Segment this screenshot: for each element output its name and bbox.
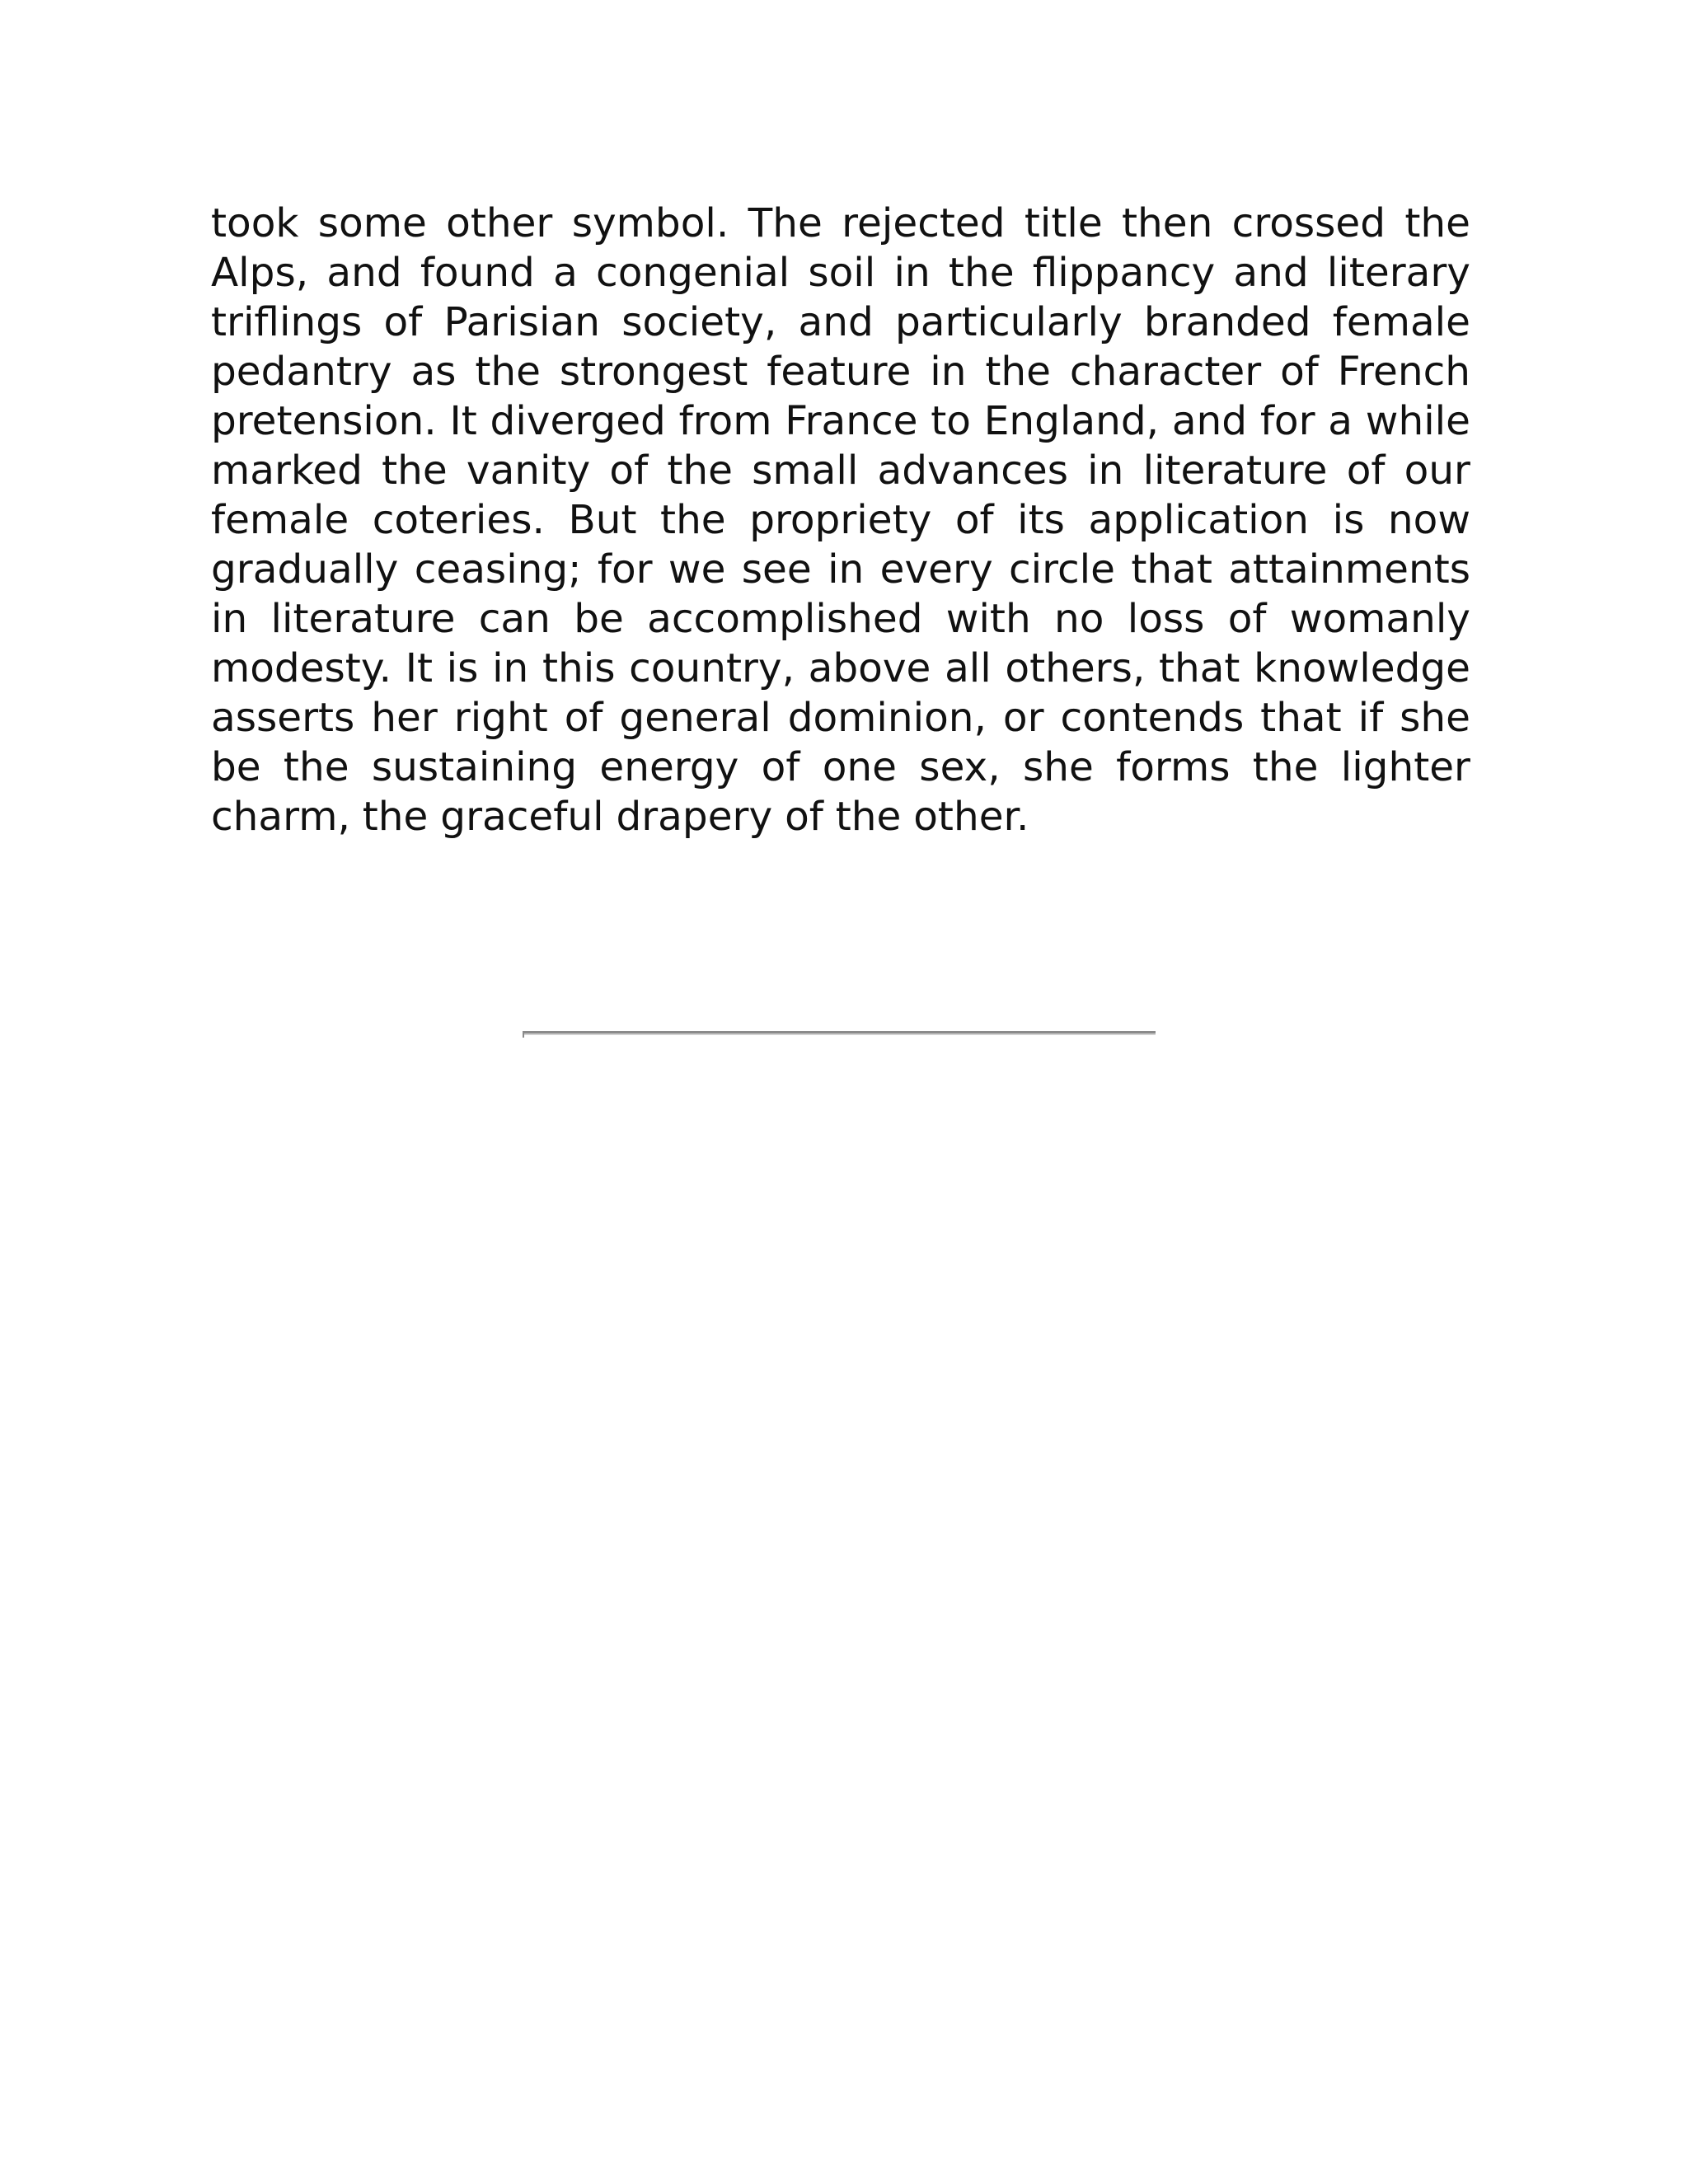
section-divider-rule xyxy=(523,1031,1156,1035)
body-paragraph: took some other symbol. The rejected title then crossed the Alps, and found a congenial soil in the flippancy and literary triflings of Parisian society, and particularly branded female pedantry as the strongest feature in the character of French pretension. It diverged from France to England, and for a while marked the vanity of the small advances in literature of our female coteries. But the propriety of its application is now gradually ceasing; for we see in every circle that attainments in literature can be accomplished with no loss of womanly modesty. It is in this country, above all others, that knowledge asserts her right of general dominion, or contends that if she be the sustaining energy of one sex, she forms the lighter charm, the graceful drapery of the other. xyxy=(211,200,1470,840)
